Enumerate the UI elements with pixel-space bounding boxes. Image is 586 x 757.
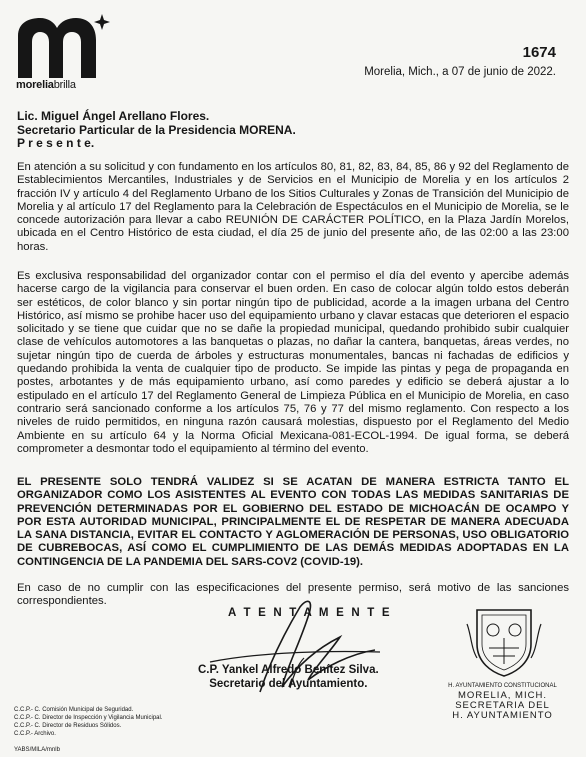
paragraph-sanctions: En caso de no cumplir con las especificaciones del presente permiso, será motivo de las sanciones correspondientes. (17, 582, 569, 608)
ccp-item: C.C.P.- C. Director de Residuos Sólidos. (14, 723, 122, 729)
logo-text-bold: morelia (16, 79, 54, 91)
reference-initials: YABS/MILA/mnlb (14, 747, 60, 753)
ccp-item: C.C.P.- Archivo. (14, 731, 56, 737)
date-line: Morelia, Mich., a 07 de junio de 2022. (364, 66, 556, 78)
signer-title: Secretario del Ayuntamiento. (209, 677, 368, 690)
seal-line-3: SECRETARIA DEL (455, 700, 550, 711)
ccp-item: C.C.P.- C. Director de Inspección y Vigilancia Municipal. (14, 715, 163, 721)
recipient-name: Lic. Miguel Ángel Arellano Flores. (17, 109, 210, 123)
morelia-logo-icon (16, 14, 110, 80)
logo-text-light: brilla (53, 79, 76, 91)
seal-line-4: H. AYUNTAMIENTO (452, 710, 553, 721)
logo-wordmark (16, 79, 76, 91)
signer-name: C.P. Yankel Alfredo Benítez Silva. (198, 664, 379, 676)
recipient-block (17, 110, 296, 151)
recipient-title: Secretario Particular de la Presidencia MORENA. (17, 122, 296, 137)
document-number: 1674 (522, 44, 556, 61)
seal-line-2: MORELIA, MICH. (458, 690, 547, 701)
paragraph-responsibilities: Es exclusiva responsabilidad del organizador contar con el permiso el día del evento y apercibe además hacerse cargo de la vigilancia para conservar el buen orden. En caso de colocar algún toldo estos deberán ser estéticos, de color blanco y sin portar ningún tipo de publicidad, acorde a la imagen urbana del Centro Histórico, así mismo se prohibe hacer uso del equipamiento urbano y clavar estacas que deterioren el espacio solicitado y se tiene que cuidar que no se dañe la propiedad municipal, quedando prohibido subir cualquier clase de vehículos automotores a las banquetas o plazas, no dañar la cantera, banquetas, áreas verdes, no sujetar ningún tipo de cuerda de árboles y estructuras monumentales, bancas ni fachadas de edificios y quedando prohibida la venta de cualquier tipo de producto. Se impide las pintas y pega de propaganda en postes, arbotantes y de más equipamiento urbano, así como paredes y edificio se deberá ajustar a lo estipulado en el artículo 17 del Reglamento General de Limpieza Pública en el Municipio de Morelia, en caso contrario será sancionado conforme a los artículos 75, 76 y 77 del mismo reglamento. Con respecto a los niveles de ruido permitidos, en ninguna razón causará molestias, dispuesto por el Reglamento del Medio Ambiente en su artículo 64 y la Norma Oficial Mexicana-081-ECOL-1994. De igual forma, se deberá comprometer a desmontar todo el equipamiento al término del evento. (17, 270, 569, 455)
closing-salutation: A T E N T A M E N T E (228, 607, 392, 619)
recipient-greeting: P r e s e n t e. (17, 136, 95, 150)
paragraph-sanitary-measures: EL PRESENTE SOLO TENDRÁ VALIDEZ SI SE ACATAN DE MANERA ESTRICTA TANTO EL ORGANIZADOR COMO LOS ASISTENTES AL EVENTO CON TODAS LAS MEDIDAS SANITARIAS DE PREVENCIÓN DETERMINADAS POR EL GOBIERNO DEL ESTADO DE MICHOACÁN DE OCAMPO Y POR ESTA AUTORIDAD MUNICIPAL, PRINCIPALMENTE EL DE RESPETAR DE MANERA ADECUADA LA SANA DISTANCIA, EVITAR EL CONTACTO Y AGLOMERACIÓN DE PERSONAS, USO OBLIGATORIO DE CUBREBOCAS, ASÍ COMO EL CUMPLIMIENTO DE LAS DEMÁS MEDIDAS ADOPTADAS EN LA CONTINGENCIA DE LA PANDEMIA DEL SARS-COV2 (COVID-19). (17, 476, 569, 568)
ccp-list (14, 706, 163, 738)
ccp-item: C.C.P.- C. Comisión Municipal de Seguridad. (14, 707, 134, 713)
coat-of-arms-seal-icon (463, 604, 545, 678)
seal-caption (420, 681, 585, 721)
seal-line-1: H. AYUNTAMIENTO CONSTITUCIONAL (448, 683, 557, 689)
paragraph-authorization: En atención a su solicitud y con fundamento en los artículos 80, 81, 82, 83, 84, 85, 86 y 92 del Reglamento de Establecimientos Mercantiles, Industriales y de Servicios en el Municipio de Morelia y en los artículos 2 fracción IV y artículo 4 del Reglamento Urbano de los Sitios Culturales y Zonas de Transición del Municipio de Morelia y al artículo 17 del Reglamento para la Celebración de Espectáculos en el Municipio de Morelia, se le concede autorización para llevar a cabo REUNIÓN DE CARÁCTER POLÍTICO, en la Plaza Jardín Morelos, ubicada en el Centro Histórico de esta ciudad, el día 25 de junio del presente año, de las 02:00 a las 23:00 horas. (17, 161, 569, 253)
signer-block (198, 664, 379, 691)
